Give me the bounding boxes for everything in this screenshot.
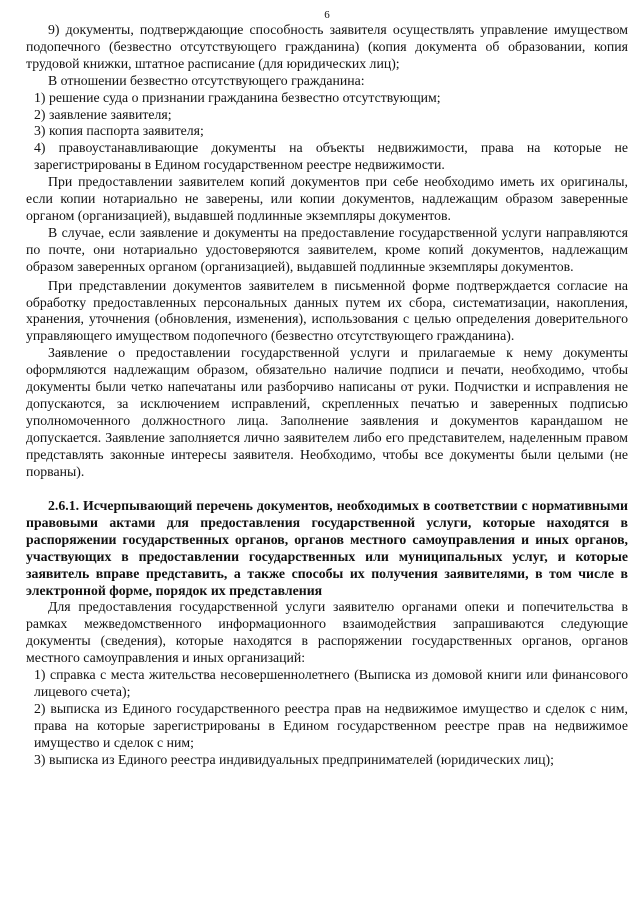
paragraph-item-9: 9) документы, подтверждающие способность заявителя осуществлять управление имуществом подопечного (безвестно отсутствующего гражданина) (копия документа об образовании, копия трудовой книжки, штатное расписание (для юридических лиц); — [26, 22, 628, 71]
paragraph-copies-originals: При предоставлении заявителем копий документов при себе необходимо иметь их оригиналы, если копии нотариально не заверены, или копии документов, надлежащим образом заверенные органом (организацией), выдавшей подлинные экземпляры документов. — [26, 174, 628, 223]
paragraph-missing-citizen-intro: В отношении безвестно отсутствующего гражданина: — [48, 72, 365, 88]
list-item-residence-certificate: 1) справка с места жительства несовершеннолетнего (Выписка из домовой книги или финансового лицевого счета); — [34, 667, 628, 699]
paragraph-mail-submission: В случае, если заявление и документы на предоставление государственной услуги направляются по почте, они нотариально удостоверяются заявителем, кроме копий документов, надлежащим образом заверенных органом (организацией), выдавшей подлинные экземпляры документов. — [26, 224, 628, 274]
list-item-application: 2) заявление заявителя; — [34, 106, 172, 122]
list-item-real-estate-register-extract: 2) выписка из Единого государственного реестра прав на недвижимое имущество и сделок с ним, права на которые зарегистрированы в Едином государственном реестре прав на недвижимое имущество и сделок с ним; — [34, 700, 628, 750]
list-item-passport-copy: 3) копия паспорта заявителя; — [34, 123, 204, 139]
paragraph-application-requirements: Заявление о предоставлении государственной услуги и прилагаемые к нему документы оформляются надлежащим образом, обязательно наличие подписи и печати, необходимо, чтобы документы были четко напечатаны или разборчиво написаны от руки. Подчистки и исправления не допускаются, за исключением исправлений, скрепленных печатью и заверенных подписью уполномоченного должностного лица. Заполнение заявления и документов карандашом не допускается. Заявление заполняется лично заявителем либо его представителем, наделенным правом представлять законные интересы заявителя. Необходимо, чтобы все документы были целыми (не порваны). — [26, 345, 628, 479]
paragraph-interagency-request: Для предоставления государственной услуги заявителю органами опеки и попечительства в рамках межведомственного информационного взаимодействия запрашиваются следующие документы (сведения), которые находятся в распоряжении государственных органов, органов местного самоуправления и иных организаций: — [26, 599, 628, 666]
list-item-property-documents: 4) правоустанавливающие документы на объекты недвижимости, права на которые не зарегистрированы в Едином государственном реестре недвижимости. — [34, 140, 628, 173]
paragraph-personal-data-consent: При представлении документов заявителем в письменной форме подтверждается согласие на обработку предоставленных персональных данных путем их сбора, систематизации, накопления, хранения, уточнения (обновления, изменения), использования с целью определения доверительного управляющего имуществом подопечного (безвестно отсутствующего гражданина). — [26, 277, 628, 344]
section-heading-2-6-1: 2.6.1. Исчерпывающий перечень документов, необходимых в соответствии с нормативными правовыми актами для предоставления государственной услуги, которые находятся в распоряжении государственных органов, органов местного самоуправления и иных органов, участвующих в предоставлении государственных или муниципальных услуг, и которые заявитель вправе представить, а также способы их получения заявителями, в том числе в электронной форме, порядок их представления — [26, 498, 628, 599]
page-number: 6 — [324, 9, 330, 21]
list-item-entrepreneurs-register-extract: 3) выписка из Единого реестра индивидуальных предпринимателей (юридических лиц); — [34, 751, 554, 767]
document-page — [26, 8, 628, 769]
section-spacer — [26, 480, 628, 497]
list-item-court-decision: 1) решение суда о признании гражданина безвестно отсутствующим; — [34, 89, 441, 105]
